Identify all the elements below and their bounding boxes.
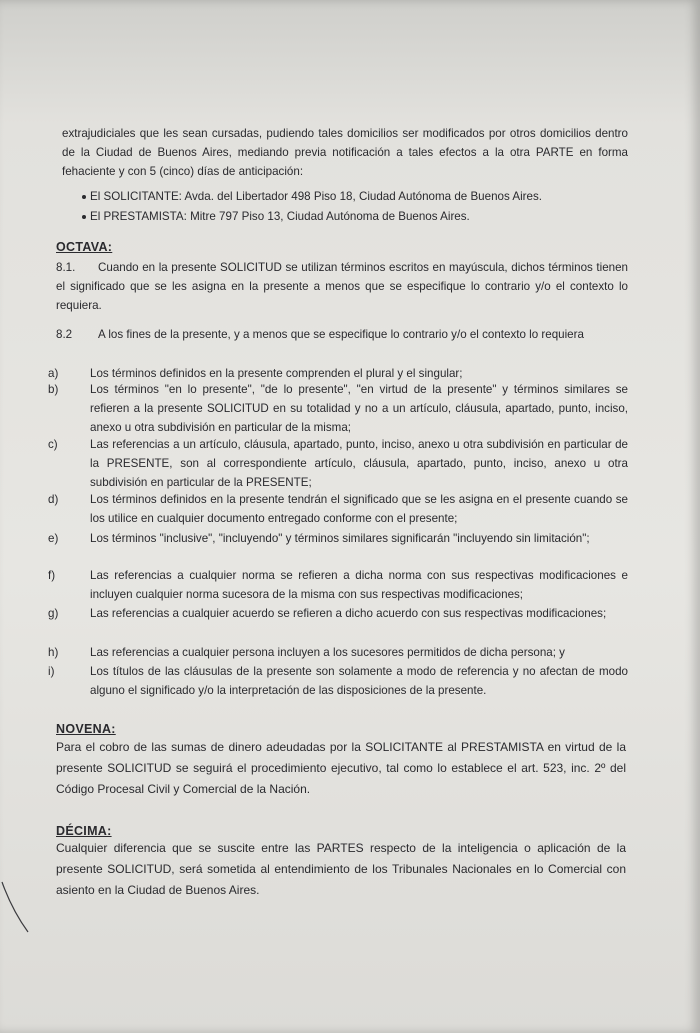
list-marker: e) xyxy=(48,532,59,545)
clause-number: 8.2 xyxy=(56,328,73,341)
clause-number: 8.1. xyxy=(56,261,76,274)
list-marker: d) xyxy=(48,493,59,506)
novena-text: Para el cobro de las sumas de dinero adeudadas por la SOLICITANTE al PRESTAMISTA en virtud de la presente SOLICITUD se seguirá el procedimiento ejecutivo, tal como lo establece el art. 523, inc. 2º del Código Procesal Civil y Comercial de la Nación. xyxy=(56,740,626,796)
list-marker: g) xyxy=(48,607,59,620)
list-text: Las referencias a cualquier norma se refieren a dicha norma con sus respectivas modificaciones e incluyen cualquier norma sucesora de la misma con sus respectivas modificaciones; xyxy=(90,569,628,601)
list-text: Los términos definidos en la presente comprenden el plural y el singular; xyxy=(90,367,463,380)
intro-paragraph: extrajudiciales que les sean cursadas, pudiendo tales domicilios ser modificados por otros domicilios dentro de la Ciudad de Buenos Aires, mediando previa notificación a tales efectos a la otra PARTE en forma fehaciente y con 5 (cinco) días de anticipación: xyxy=(62,127,628,178)
pen-mark xyxy=(0,880,40,940)
list-text: Las referencias a un artículo, cláusula, apartado, punto, inciso, anexo u otra subdivisión en particular de la PRESENTE, son al correspondiente artículo, cláusula, apartado, punto, inciso, anexo u otra subdivisión en particular de la PRESENTE; xyxy=(90,438,628,489)
list-text: Los términos "inclusive", "incluyendo" y términos similares significarán "incluyendo sin limitación"; xyxy=(90,532,590,545)
bullet-icon xyxy=(82,215,86,219)
domicilio-prestamista: El PRESTAMISTA: Mitre 797 Piso 13, Ciudad Autónoma de Buenos Aires. xyxy=(90,208,470,226)
octava-heading: OCTAVA: xyxy=(56,240,113,254)
list-text: Los títulos de las cláusulas de la presente son solamente a modo de referencia y no afectan de modo alguno el significado y/o la interpretación de las disposiciones de la presente. xyxy=(90,665,628,697)
list-marker: a) xyxy=(48,367,59,380)
decima-text: Cualquier diferencia que se suscite entre las PARTES respecto de la inteligencia o aplicación de la presente SOLICITUD, será sometida al entendimiento de los Tribunales Nacionales en lo Comercial con asiento en la Ciudad de Buenos Aires. xyxy=(56,841,626,897)
clause-text: A los fines de la presente, y a menos que se especifique lo contrario y/o el contexto lo requiera xyxy=(98,328,584,341)
list-text: Las referencias a cualquier acuerdo se refieren a dicho acuerdo con sus respectivas modificaciones; xyxy=(90,607,607,620)
list-text: Los términos definidos en la presente tendrán el significado que se les asigna en el presente cuando se los utilice en cualquier documento entregado conforme con el presente; xyxy=(90,493,628,525)
novena-heading: NOVENA: xyxy=(56,722,116,736)
list-marker: h) xyxy=(48,646,59,659)
clause-text: Cuando en la presente SOLICITUD se utilizan términos escritos en mayúscula, dichos términos tienen el significado que se les asigna en la presente a menos que se especifique lo contrario y/o el contexto lo requiera. xyxy=(56,261,628,312)
list-marker: c) xyxy=(48,438,58,451)
list-text: Los términos "en lo presente", "de lo presente", "en virtud de la presente" y términos similares se refieren a la presente SOLICITUD en su totalidad y no a un artículo, cláusula, apartado, punto, inciso, anexo u otra subdivisión en particular de la misma; xyxy=(90,383,628,434)
list-marker: i) xyxy=(48,665,55,678)
domicilio-solicitante: El SOLICITANTE: Avda. del Libertador 498 Piso 18, Ciudad Autónoma de Buenos Aires. xyxy=(90,188,542,206)
list-text: Las referencias a cualquier persona incluyen a los sucesores permitidos de dicha persona; y xyxy=(90,646,565,659)
bullet-icon xyxy=(82,195,86,199)
decima-heading: DÉCIMA: xyxy=(56,824,112,838)
list-marker: b) xyxy=(48,383,59,396)
list-marker: f) xyxy=(48,569,56,582)
